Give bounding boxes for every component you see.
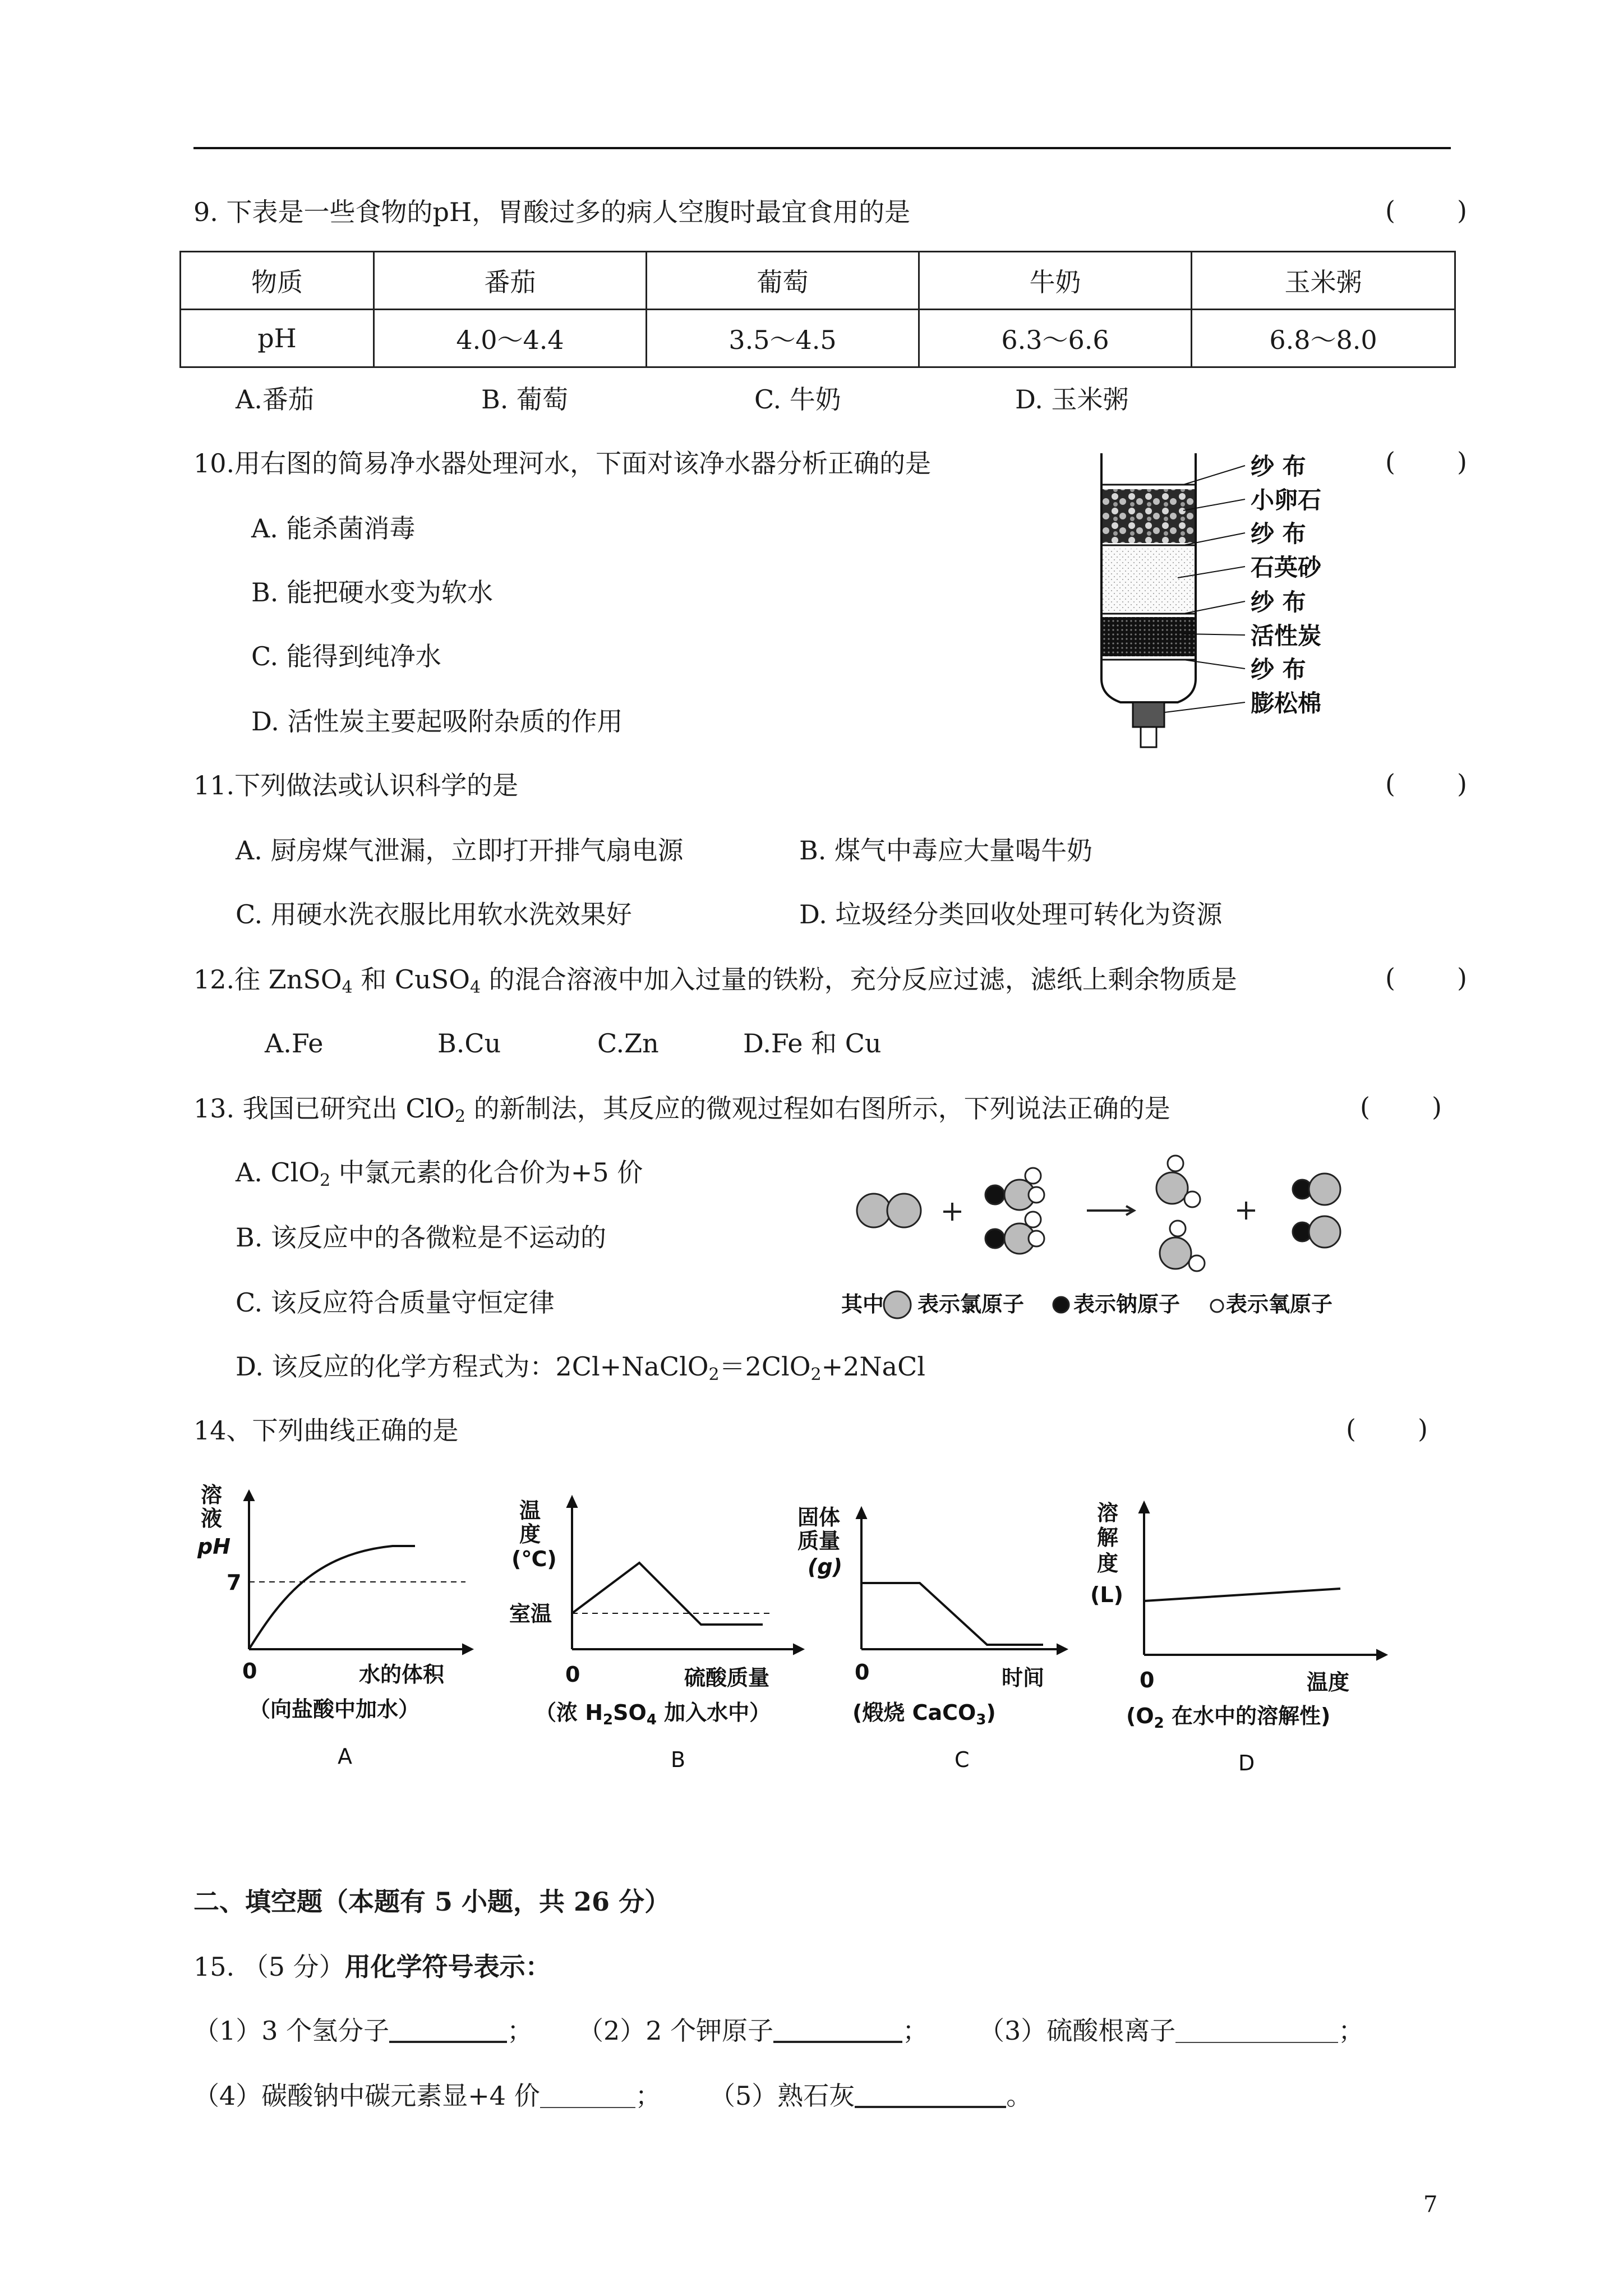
answer-blank-4[interactable]	[540, 2081, 635, 2108]
answer-blank-1[interactable]	[389, 2015, 507, 2043]
answer-blank-3[interactable]	[1175, 2016, 1338, 2043]
q13-answer-bracket[interactable]: ( )	[1360, 1092, 1442, 1122]
graph-c	[797, 1505, 1068, 1772]
graph-b-caption: （浓 $H_2SO_4$ 加入水中）	[535, 1700, 771, 1728]
graph-b-ref: 室温	[509, 1602, 552, 1626]
q15-line-1: （1）3 个氢分子 ；	[193, 2016, 533, 2046]
q15-stem: 15. （5 分）用化学符号表示：	[193, 1952, 551, 1982]
q14-answer-bracket[interactable]: ( )	[1346, 1414, 1428, 1444]
table-cell: 3.5～4.5	[647, 310, 919, 367]
table-cell: 番茄	[374, 252, 647, 310]
graph-a-origin: 0	[242, 1659, 257, 1683]
legend-oxygen: 表示氧原子	[1226, 1292, 1333, 1317]
label-cotton: 膨松棉	[1251, 689, 1322, 717]
table-cell: pH	[181, 310, 374, 367]
graph-a-ylabel-2: 液	[201, 1506, 223, 1531]
q15-line-2: （2）2 个钾原子 ；	[578, 2016, 929, 2046]
graph-c-ylabel-3: (g)	[808, 1554, 842, 1579]
graph-b-origin: 0	[565, 1662, 580, 1687]
table-cell: 葡萄	[647, 252, 919, 310]
graph-d-caption: ($O_2$ 在水中的溶解性)	[1126, 1704, 1331, 1732]
q13-stem: 13. 我国已研究出 ClO$_2$ 的新制法，其反应的微观过程如右图所示，下列说法正确的是	[193, 1093, 1170, 1126]
q10-option-d: D. 活性炭主要起吸附杂质的作用	[251, 706, 623, 737]
q13-option-c: C. 该反应符合质量守恒定律	[236, 1287, 555, 1318]
graph-b-ylabel-3: (℃)	[511, 1547, 557, 1571]
graph-d-ylabel-1: 溶	[1097, 1501, 1119, 1525]
q13-option-b: B. 该反应中的各微粒是不运动的	[236, 1222, 607, 1253]
graph-c-letter: C	[955, 1747, 970, 1772]
section-2-title: 二、填空题（本题有 5 小题，共 26 分）	[193, 1887, 671, 1917]
label-gauze-3: 纱 布	[1251, 588, 1306, 616]
q15-line-4: （4）碳酸钠中碳元素显+4 价 ；	[193, 2081, 661, 2111]
q12-option-b: B.Cu	[437, 1028, 501, 1059]
ph-table	[179, 251, 1456, 368]
graph-c-xlabel: 时间	[1002, 1665, 1045, 1690]
q9-stem: 9. 下表是一些食物的pH，胃酸过多的病人空腹时最宜食用的是	[193, 197, 911, 227]
table-cell: 6.3～6.6	[919, 310, 1192, 367]
label-quartz-sand: 石英砂	[1251, 554, 1322, 581]
q12-answer-bracket[interactable]: ( )	[1385, 963, 1467, 993]
q12-option-a: A.Fe	[265, 1028, 324, 1059]
table-cell: 玉米粥	[1192, 252, 1455, 310]
legend-chlorine: 表示氯原子	[917, 1292, 1025, 1317]
reaction-diagram	[841, 1144, 1374, 1324]
graph-a-caption: （向盐酸中加水）	[249, 1697, 420, 1722]
label-gauze-4: 纱 布	[1251, 656, 1306, 683]
q10-answer-bracket[interactable]: ( )	[1385, 447, 1467, 477]
table-cell: 6.8～8.0	[1192, 310, 1455, 367]
graph-c-ylabel-1: 固体	[797, 1505, 841, 1530]
graph-d-origin: 0	[1140, 1668, 1155, 1692]
q11-stem: 11.下列做法或认识科学的是	[193, 770, 519, 800]
graph-c-ylabel-2: 质量	[797, 1529, 841, 1553]
q11-option-d: D. 垃圾经分类回收处理可转化为资源	[799, 899, 1223, 930]
graph-d-ylabel-2: 解	[1097, 1525, 1119, 1550]
label-activated-carbon: 活性炭	[1251, 622, 1322, 650]
graph-d	[1090, 1501, 1387, 1775]
page-number: 7	[1423, 2192, 1438, 2217]
legend-sodium: 表示钠原子	[1073, 1292, 1181, 1317]
q14-curves-figure	[191, 1470, 1413, 1784]
graph-a-letter: A	[338, 1744, 352, 1769]
graph-d-ylabel-4: (L)	[1090, 1582, 1123, 1607]
bottle-body	[1101, 453, 1196, 747]
q13-option-a: A. ClO$_2$ 中氯元素的化合价为+5 价	[236, 1157, 643, 1190]
q10-option-b: B. 能把硬水变为软水	[251, 577, 494, 608]
graph-a-xlabel: 水的体积	[359, 1662, 445, 1687]
label-pebbles: 小卵石	[1251, 486, 1322, 514]
q15-line-5: （5）熟石灰 。	[709, 2081, 1032, 2111]
q9-option-b: B. 葡萄	[481, 384, 569, 415]
graph-a	[197, 1483, 473, 1769]
graph-d-letter: D	[1238, 1751, 1255, 1775]
q9-answer-bracket[interactable]: ( )	[1385, 195, 1467, 226]
q9-option-d: D. 玉米粥	[1015, 384, 1129, 415]
q10-stem: 10.用右图的简易净水器处理河水，下面对该净水器分析正确的是	[193, 448, 932, 478]
legend-prefix: 其中	[841, 1292, 884, 1317]
table-header-row	[181, 252, 1455, 310]
q13-option-d: D. 该反应的化学方程式为：2Cl+NaClO$_2$＝2ClO$_2$+2NaCl	[236, 1351, 925, 1384]
graph-d-ylabel-3: 度	[1097, 1551, 1119, 1576]
water-purifier-figure	[1094, 449, 1357, 752]
header-rule	[193, 147, 1451, 149]
q11-answer-bracket[interactable]: ( )	[1385, 769, 1467, 799]
q9-option-c: C. 牛奶	[754, 384, 841, 415]
label-gauze-1: 纱 布	[1251, 453, 1306, 480]
q11-option-a: A. 厨房煤气泄漏，立即打开排气扇电源	[236, 835, 684, 866]
q11-option-b: B. 煤气中毒应大量喝牛奶	[799, 835, 1093, 866]
q10-option-c: C. 能得到纯净水	[251, 641, 441, 671]
table-cell: 牛奶	[919, 252, 1192, 310]
answer-blank-2[interactable]	[773, 2015, 902, 2043]
graph-b-letter: B	[671, 1747, 686, 1772]
graph-b	[509, 1496, 804, 1772]
graph-b-ylabel-1: 温	[519, 1498, 541, 1523]
graph-c-origin: 0	[855, 1660, 870, 1685]
table-cell: 4.0～4.4	[374, 310, 647, 367]
graph-a-ylabel-3: pH	[197, 1534, 231, 1559]
q12-stem: 12.往 ZnSO$_4$ 和 CuSO$_4$ 的混合溶液中加入过量的铁粉，充分反应过滤，滤纸上剩余物质是	[193, 964, 1237, 997]
label-gauze-2: 纱 布	[1251, 520, 1306, 547]
table-cell: 物质	[181, 252, 374, 310]
q9-option-a: A.番茄	[236, 384, 314, 415]
q11-option-c: C. 用硬水洗衣服比用软水洗效果好	[236, 899, 632, 930]
answer-blank-5[interactable]	[855, 2080, 1006, 2108]
graph-b-ylabel-2: 度	[519, 1522, 541, 1547]
table-row	[181, 310, 1455, 367]
q15-line-3: （3）硫酸根离子 ；	[979, 2016, 1364, 2046]
q10-option-a: A. 能杀菌消毒	[251, 513, 416, 544]
q12-option-d: D.Fe 和 Cu	[743, 1028, 882, 1059]
graph-c-caption: (煅烧 CaCO$_3$)	[852, 1700, 996, 1728]
graph-b-xlabel: 硫酸质量	[684, 1665, 770, 1690]
graph-a-ylabel-1: 溶	[201, 1483, 223, 1507]
q12-option-c: C.Zn	[597, 1028, 659, 1059]
graph-a-ref: 7	[227, 1570, 242, 1595]
q14-stem: 14、下列曲线正确的是	[193, 1415, 459, 1446]
graph-d-xlabel: 温度	[1307, 1670, 1350, 1695]
